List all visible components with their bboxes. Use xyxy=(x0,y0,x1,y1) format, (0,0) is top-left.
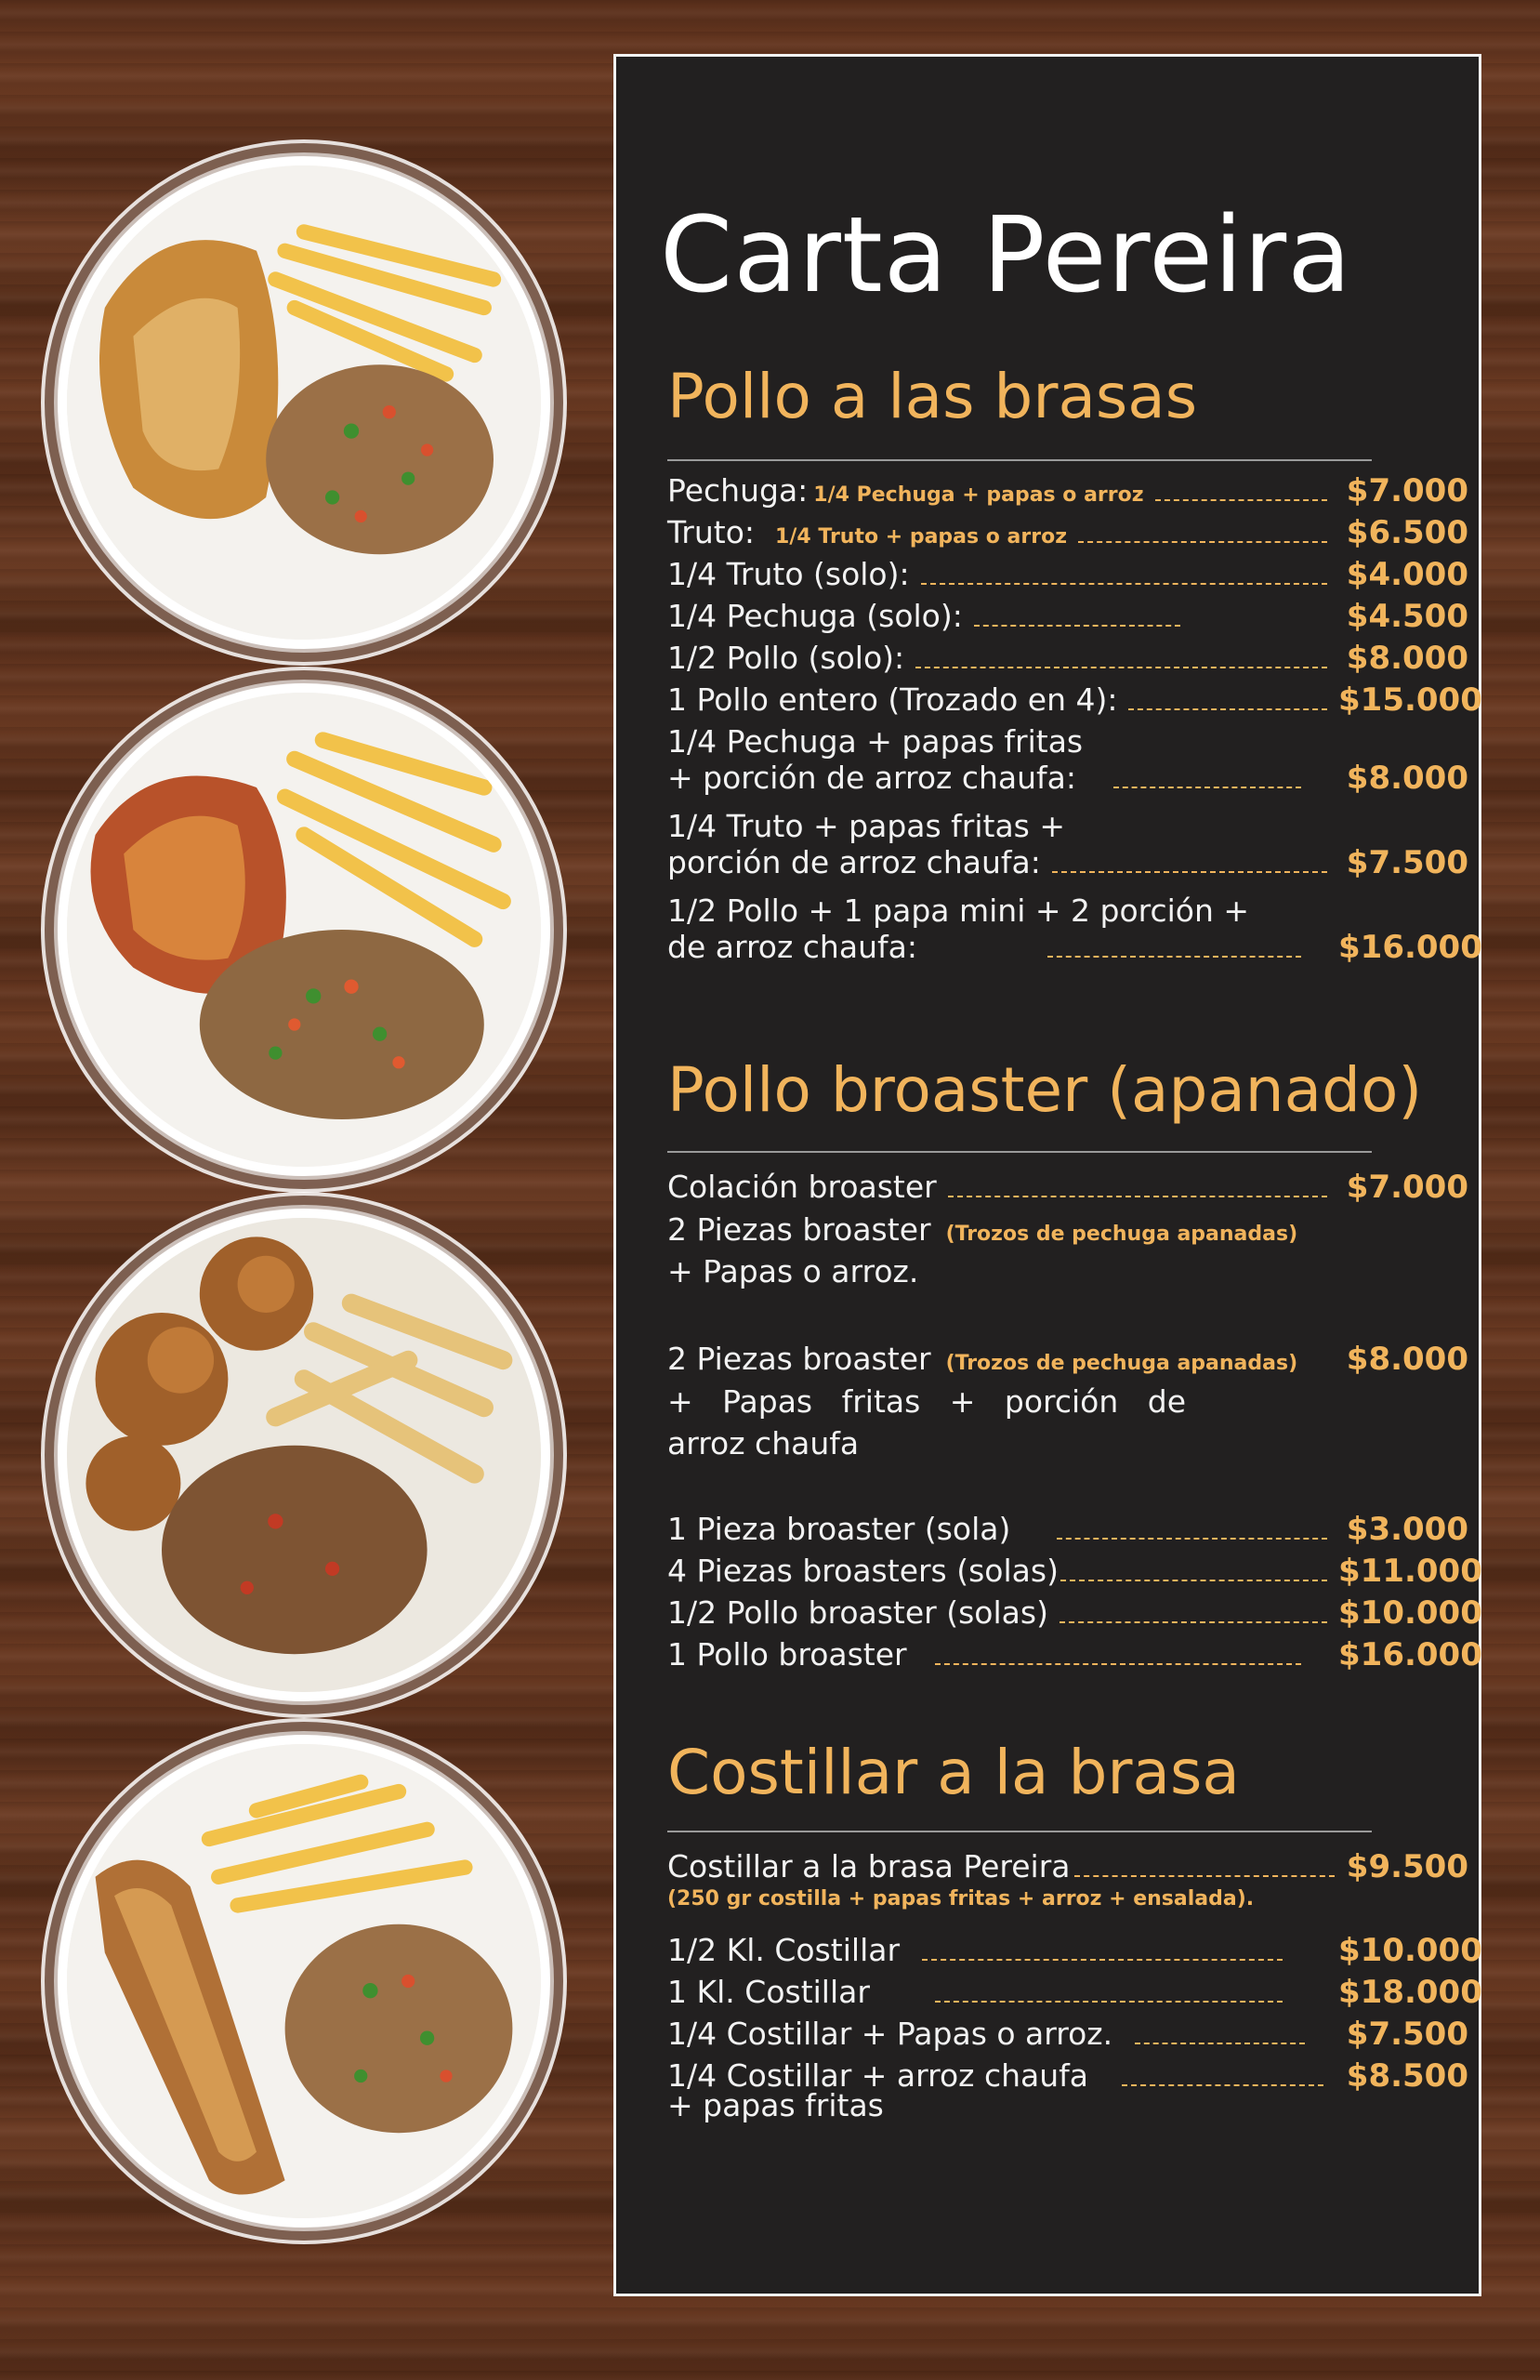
item-name: 1/2 Pollo broaster (solas) xyxy=(667,1594,1048,1631)
item-name: 2 Piezas broaster xyxy=(667,1341,931,1377)
menu-item xyxy=(667,598,1468,635)
item-price: $15.000 xyxy=(1338,681,1482,719)
item-detail: 1/4 Pechuga + papas o arroz xyxy=(813,483,1144,507)
item-description: arroz chaufa xyxy=(667,1425,860,1461)
item-name: 1 Kl. Costillar xyxy=(667,1974,870,2010)
item-price: $8.000 xyxy=(1346,640,1468,677)
menu-item xyxy=(667,1636,1482,1673)
item-price: $7.500 xyxy=(1346,2016,1468,2053)
menu-item xyxy=(667,1594,1482,1632)
menu-item xyxy=(667,1553,1482,1590)
item-detail: (250 gr costilla + papas fritas + arroz + ensalada). xyxy=(667,1887,1255,1911)
item-name-line1: 1/2 Pollo + 1 papa mini + 2 porción + xyxy=(667,892,1250,929)
item-name: Pechuga: xyxy=(667,472,809,509)
section-title-pollo-brasas: Pollo a las brasas xyxy=(667,361,1198,432)
photo-chicken-leg-plate xyxy=(58,683,550,1176)
leader-dots xyxy=(1128,708,1327,710)
menu-item xyxy=(667,1169,1468,1206)
item-name: 1 Pollo broaster xyxy=(667,1636,907,1673)
photo-ribs-plate xyxy=(58,1735,550,2228)
leader-dots xyxy=(1074,1875,1335,1877)
item-price: $10.000 xyxy=(1338,1594,1482,1632)
leader-dots xyxy=(1113,787,1301,788)
item-name: Truto: xyxy=(667,514,756,550)
menu-item xyxy=(667,1932,1482,1969)
item-description: + Papas fritas + porción de xyxy=(667,1383,1187,1420)
item-name: 1/2 Pollo (solo): xyxy=(667,640,905,676)
section-divider xyxy=(667,1831,1372,1832)
leader-dots xyxy=(922,1959,1283,1961)
leader-dots xyxy=(1047,956,1301,958)
plate-illustration-4 xyxy=(67,1744,541,2218)
leader-dots xyxy=(1060,1621,1327,1623)
item-name: 1/4 Pechuga (solo): xyxy=(667,598,963,634)
menu-item xyxy=(667,1974,1482,2011)
leader-dots xyxy=(1057,1538,1327,1540)
item-price: $16.000 xyxy=(1338,1636,1482,1673)
item-detail: (Trozos de pechuga apanadas) xyxy=(945,1352,1298,1375)
item-name: porción de arroz chaufa: xyxy=(667,844,1041,880)
item-name-line1: 1/4 Pechuga + papas fritas xyxy=(667,723,1084,760)
menu-item xyxy=(667,1511,1468,1548)
leader-dots xyxy=(1052,871,1327,873)
menu-item xyxy=(667,556,1468,593)
leader-dots xyxy=(1135,2043,1305,2044)
item-price: $6.500 xyxy=(1346,514,1468,551)
menu-item xyxy=(667,472,1468,509)
item-description: + Papas o arroz. xyxy=(667,1253,919,1289)
leader-dots xyxy=(935,1663,1301,1665)
photo-broaster-plate xyxy=(58,1209,550,1701)
photo-chicken-breast-plate xyxy=(58,156,550,649)
item-price: $11.000 xyxy=(1338,1553,1482,1590)
item-price: $4.500 xyxy=(1346,598,1468,635)
item-detail: 1/4 Truto + papas o arroz xyxy=(775,525,1068,549)
plate-illustration-2 xyxy=(67,693,541,1167)
menu-item xyxy=(667,2016,1468,2053)
item-name: 1 Pieza broaster (sola) xyxy=(667,1511,1011,1547)
section-divider xyxy=(667,1151,1372,1153)
leader-dots xyxy=(974,625,1180,627)
item-price: $4.000 xyxy=(1346,556,1468,593)
menu-item xyxy=(667,681,1482,719)
item-name: 1/4 Truto (solo): xyxy=(667,556,910,592)
item-price: $10.000 xyxy=(1338,1932,1482,1969)
menu-item xyxy=(667,1211,1468,1289)
item-price: $8.000 xyxy=(1346,1341,1468,1378)
item-price: $16.000 xyxy=(1338,929,1482,966)
item-name: de arroz chaufa: xyxy=(667,929,917,965)
leader-dots xyxy=(1122,2084,1323,2086)
menu-item xyxy=(667,1848,1468,1911)
leader-dots xyxy=(921,583,1327,585)
leader-dots xyxy=(935,2001,1283,2003)
menu-item xyxy=(667,723,1468,797)
item-price: $7.000 xyxy=(1346,472,1468,509)
item-name: 2 Piezas broaster xyxy=(667,1211,931,1248)
item-name: 1/2 Kl. Costillar xyxy=(667,1932,901,1968)
menu-item xyxy=(667,514,1468,551)
item-price: $3.000 xyxy=(1346,1511,1468,1548)
item-price: $8.000 xyxy=(1346,760,1468,797)
menu-title: Carta Pereira xyxy=(660,195,1352,316)
menu-item xyxy=(667,892,1482,966)
item-name: 1/4 Costillar + arroz chaufa xyxy=(667,2057,1088,2094)
item-description: + papas fritas xyxy=(667,2087,884,2123)
leader-dots xyxy=(1060,1580,1327,1581)
menu-item xyxy=(667,640,1468,677)
section-title-pollo-broaster: Pollo broaster (apanado) xyxy=(667,1054,1423,1126)
item-name: Costillar a la brasa Pereira xyxy=(667,1848,1071,1884)
food-photos-column xyxy=(0,0,604,2380)
item-detail: (Trozos de pechuga apanadas) xyxy=(945,1223,1298,1246)
leader-dots xyxy=(948,1196,1327,1197)
item-name: + porción de arroz chaufa: xyxy=(667,760,1076,796)
plate-illustration-1 xyxy=(67,165,541,640)
plate-illustration-3 xyxy=(67,1218,541,1692)
item-price: $7.500 xyxy=(1346,844,1468,881)
item-name: 4 Piezas broasters (solas) xyxy=(667,1553,1059,1589)
item-name-line1: 1/4 Truto + papas fritas + xyxy=(667,808,1066,844)
item-price: $9.500 xyxy=(1346,1848,1468,1885)
menu-item xyxy=(667,808,1468,881)
item-name: Colación broaster xyxy=(667,1169,937,1205)
leader-dots xyxy=(1078,541,1327,543)
item-price: $7.000 xyxy=(1346,1169,1468,1206)
item-price: $8.500 xyxy=(1346,2057,1468,2095)
item-name: 1/4 Costillar + Papas o arroz. xyxy=(667,2016,1113,2052)
leader-dots xyxy=(915,667,1327,668)
item-price: $18.000 xyxy=(1338,1974,1482,2011)
menu-item xyxy=(667,1341,1468,1461)
leader-dots xyxy=(1155,499,1327,501)
item-name: 1 Pollo entero (Trozado en 4): xyxy=(667,681,1118,718)
menu-item xyxy=(667,2057,1468,2123)
section-divider xyxy=(667,459,1372,461)
section-title-costillar: Costillar a la brasa xyxy=(667,1737,1240,1808)
